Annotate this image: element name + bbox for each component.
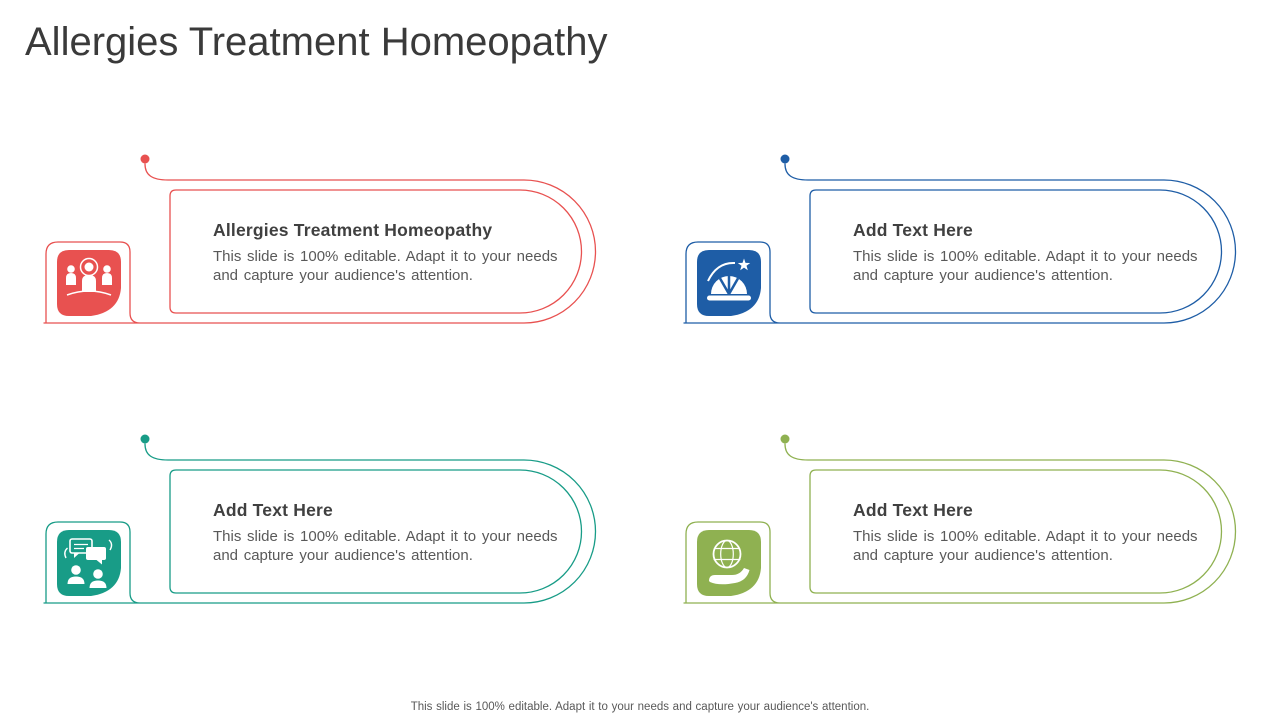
card-heading[interactable]: Allergies Treatment Homeopathy [213, 220, 493, 240]
gauge-star-icon [697, 250, 761, 316]
card-add-text-top-right [670, 140, 1250, 340]
card-text-block[interactable] [853, 220, 1198, 286]
card-heading[interactable]: Add Text Here [853, 500, 973, 520]
card-text-block[interactable] [213, 220, 558, 286]
card-add-text-bottom-right [670, 420, 1250, 620]
footer-note: This slide is 100% editable. Adapt it to your needs and capture your audience's attention. [410, 701, 870, 713]
card-description[interactable]: This slide is 100% editable. Adapt it to your needs and capture your audience's attention. [853, 527, 1198, 565]
connector-dot [141, 435, 150, 444]
discussion-icon [57, 530, 121, 596]
connector-dot [141, 155, 150, 164]
card-text-block[interactable] [853, 500, 1198, 566]
card-heading[interactable]: Add Text Here [853, 220, 973, 240]
card-heading[interactable]: Add Text Here [213, 500, 333, 520]
card-description[interactable]: This slide is 100% editable. Adapt it to your needs and capture your audience's attention. [213, 527, 558, 565]
page-title[interactable]: Allergies Treatment Homeopathy [25, 20, 608, 64]
card-text-block[interactable] [213, 500, 558, 566]
connector-dot [781, 435, 790, 444]
card-description[interactable]: This slide is 100% editable. Adapt it to your needs and capture your audience's attention. [213, 247, 558, 285]
card-description[interactable]: This slide is 100% editable. Adapt it to your needs and capture your audience's attention. [853, 247, 1198, 285]
card-add-text-bottom-left [30, 420, 610, 620]
card-allergies-treatment [30, 140, 610, 340]
connector-dot [781, 155, 790, 164]
globe-hand-icon [697, 530, 761, 596]
people-network-icon [57, 250, 121, 316]
